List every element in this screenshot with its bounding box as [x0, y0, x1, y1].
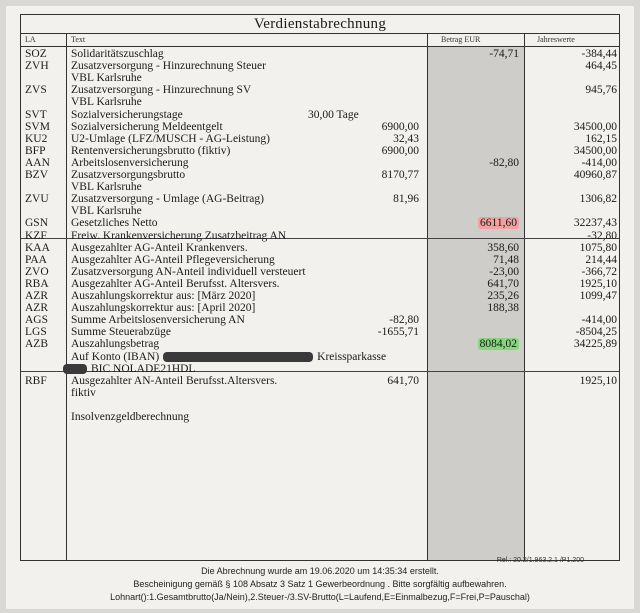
row-code: LGS — [25, 326, 47, 339]
row-jahreswert: 945,76 — [585, 84, 617, 97]
row-betrag: 71,48 — [493, 253, 519, 266]
row-code: AZB — [25, 338, 48, 351]
table-row — [21, 375, 619, 387]
row-text — [71, 351, 386, 363]
row-code: ZVS — [25, 84, 47, 97]
row-jahreswert: 1925,10 — [579, 374, 617, 387]
table-row — [21, 399, 619, 411]
row-text: Ausgezahlter AN-Anteil Berufsst.Altersvers. — [71, 374, 278, 387]
table-row — [21, 290, 619, 302]
redaction-bar — [163, 352, 313, 362]
row-text: Ausgezahlter AG-Anteil Pflegeversicherung — [71, 253, 275, 266]
row-text: Auszahlungskorrektur aus: [März 2020] — [71, 290, 256, 302]
row-jahreswert: 1306,82 — [579, 193, 617, 206]
row-value: 8170,77 — [381, 169, 419, 181]
row-betrag: 641,70 — [487, 277, 519, 290]
row-code: RBF — [25, 374, 47, 387]
row-code: SVM — [25, 120, 50, 133]
table-row — [21, 157, 619, 169]
table-row — [21, 48, 619, 60]
row-code: KU2 — [25, 132, 48, 145]
row-value: 32,43 — [393, 132, 419, 145]
row-text: Zusatzversorgung - Hinzurechnung SV — [71, 84, 252, 97]
row-text: Zusatzversorgung - Hinzurechnung Steuer — [71, 60, 266, 73]
row-jahreswert: 1925,10 — [579, 277, 617, 290]
row-value: 81,96 — [393, 193, 419, 206]
row-text: Ausgezahlter AG-Anteil Krankenvers. — [71, 241, 248, 254]
row-text-label: Auf Konto (IBAN) — [71, 350, 160, 363]
table-row — [21, 193, 619, 205]
bank-name: Kreissparkasse — [317, 350, 387, 363]
table-row — [21, 181, 619, 193]
release-info: Rel.: 20.2/1.963.2.1 /P1.200 — [496, 557, 584, 564]
row-value: -82,80 — [389, 314, 419, 327]
row-betrag: -82,80 — [489, 156, 519, 169]
row-code: PAA — [25, 253, 47, 266]
row-jahreswert: -32,80 — [587, 229, 617, 242]
row-code: RBA — [25, 277, 49, 290]
column-header-betrag: Betrag EUR — [441, 35, 481, 44]
row-betrag: 188,38 — [487, 302, 519, 315]
column-header-la: LA — [25, 35, 36, 44]
row-code: ZVU — [25, 193, 49, 206]
table-row — [21, 363, 619, 375]
table-row — [21, 314, 619, 326]
row-text-label: BIC NOLADE21HDL — [91, 362, 196, 375]
row-text: VBL Karlsruhe — [71, 181, 142, 194]
row-code: AAN — [25, 156, 50, 169]
table-row — [21, 169, 619, 181]
row-text: VBL Karlsruhe — [71, 96, 142, 109]
row-text: Ausgezahlter AG-Anteil Berufsst. Altersvers. — [71, 277, 280, 290]
table-row — [21, 302, 619, 314]
row-text: Sozialversicherungstage — [71, 108, 183, 121]
table-row — [21, 254, 619, 266]
row-value: 641,70 — [387, 374, 419, 387]
row-code: BFP — [25, 144, 46, 157]
row-text: Sozialversicherung Meldeentgelt — [71, 120, 223, 133]
payslip-form — [20, 14, 620, 561]
footer-legend: Lohnart():1.Gesamtbrutto(Ja/Nein),2.Steuer-/3.SV-Brutto(L=Laufend,E=Einmalbezug,F=Frei,P=Pauschal) — [110, 592, 530, 602]
table-row — [21, 351, 619, 363]
row-code: SOZ — [25, 48, 47, 60]
footer-certificate: Bescheinigung gemäß § 108 Absatz 3 Satz 1 Gewerbeordnung . Bitte sorgfältig aufbewahren. — [133, 579, 507, 589]
row-code: AZR — [25, 290, 48, 302]
row-jahreswert: 34500,00 — [573, 144, 617, 157]
row-text: Auszahlungsbetrag — [71, 338, 160, 351]
row-code: KZF — [25, 229, 47, 242]
row-jahreswert: 34225,89 — [573, 338, 617, 351]
table-row — [21, 121, 619, 133]
column-header-jahreswerte: Jahreswerte — [537, 35, 575, 44]
column-header-row — [21, 34, 619, 47]
table-row — [21, 242, 619, 254]
row-betrag: 235,26 — [487, 290, 519, 302]
row-text: Freiw. Krankenversicherung Zusatzbeitrag AN — [71, 229, 287, 242]
row-jahreswert: 1075,80 — [579, 241, 617, 254]
row-jahreswert: -414,00 — [581, 314, 617, 327]
row-jahreswert: 162,15 — [585, 132, 617, 145]
row-jahreswert: -384,44 — [581, 48, 617, 60]
table-row — [21, 266, 619, 278]
table-row — [21, 133, 619, 145]
table-row — [21, 326, 619, 338]
row-jahreswert: 32237,43 — [573, 217, 617, 230]
table-row — [21, 411, 619, 423]
table-row — [21, 230, 619, 242]
row-code: SVT — [25, 108, 47, 121]
row-text: Insolvenzgeldberechnung — [71, 411, 190, 423]
table-row — [21, 60, 619, 72]
row-text: Zusatzversorgungsbrutto — [71, 169, 186, 181]
column-header-text: Text — [71, 35, 86, 44]
row-betrag: -23,00 — [489, 265, 519, 278]
row-jahreswert: 214,44 — [585, 253, 617, 266]
row-code: ZVO — [25, 265, 49, 278]
row-code: KAA — [25, 241, 50, 254]
redaction-bar — [63, 364, 87, 374]
row-text: fiktiv — [71, 386, 96, 399]
row-betrag: 358,60 — [487, 241, 519, 254]
footer-created: Die Abrechnung wurde am 19.06.2020 um 14:35:34 erstellt. — [201, 566, 439, 576]
table-row — [21, 96, 619, 108]
row-code: ZVH — [25, 60, 49, 73]
row-code: AGS — [25, 314, 49, 327]
table-row — [21, 278, 619, 290]
row-jahreswert: -366,72 — [581, 265, 617, 278]
row-code: AZR — [25, 302, 48, 315]
table-row — [21, 387, 619, 399]
row-jahreswert: -414,00 — [581, 156, 617, 169]
row-text: Gesetzliches Netto — [71, 217, 158, 230]
row-value: -1655,71 — [377, 326, 419, 339]
row-value: 6900,00 — [381, 120, 419, 133]
row-text: VBL Karlsruhe — [71, 205, 142, 218]
row-text: Zusatzversorgung - Umlage (AG-Beitrag) — [71, 193, 264, 206]
row-text: VBL Karlsruhe — [71, 72, 142, 85]
row-jahreswert: -8504,25 — [575, 326, 617, 339]
row-text: Arbeitslosenversicherung — [71, 156, 189, 169]
table-row — [21, 84, 619, 96]
document-title: Verdienstabrechnung — [21, 15, 619, 34]
row-extra: 30,00 Tage — [308, 108, 359, 121]
row-text: Auszahlungskorrektur aus: [April 2020] — [71, 302, 256, 315]
table-row — [21, 109, 619, 121]
row-betrag: -74,71 — [489, 48, 519, 60]
row-text: Summe Arbeitslosenversicherung AN — [71, 314, 245, 327]
row-jahreswert: 1099,47 — [579, 290, 617, 302]
table-row — [21, 205, 619, 217]
row-text: Rentenversicherungsbrutto (fiktiv) — [71, 144, 231, 157]
row-text: U2-Umlage (LFZ/MUSCH - AG-Leistung) — [71, 132, 270, 145]
table-row — [21, 72, 619, 84]
row-code: BZV — [25, 169, 48, 181]
row-value: 6900,00 — [381, 144, 419, 157]
table-row — [21, 217, 619, 229]
row-betrag: 6611,60 — [480, 217, 517, 230]
row-text: Solidaritätszuschlag — [71, 48, 164, 60]
row-jahreswert: 34500,00 — [573, 120, 617, 133]
row-code: GSN — [25, 217, 49, 230]
table-row — [21, 338, 619, 350]
row-betrag: 8084,02 — [479, 338, 517, 351]
row-text — [63, 363, 195, 375]
row-jahreswert: 464,45 — [585, 60, 617, 73]
table-row — [21, 145, 619, 157]
row-text: Summe Steuerabzüge — [71, 326, 171, 339]
payslip-sheet — [6, 6, 634, 609]
row-text: Zusatzversorgung AN-Anteil individuell versteuert — [71, 265, 306, 278]
row-jahreswert: 40960,87 — [573, 169, 617, 181]
